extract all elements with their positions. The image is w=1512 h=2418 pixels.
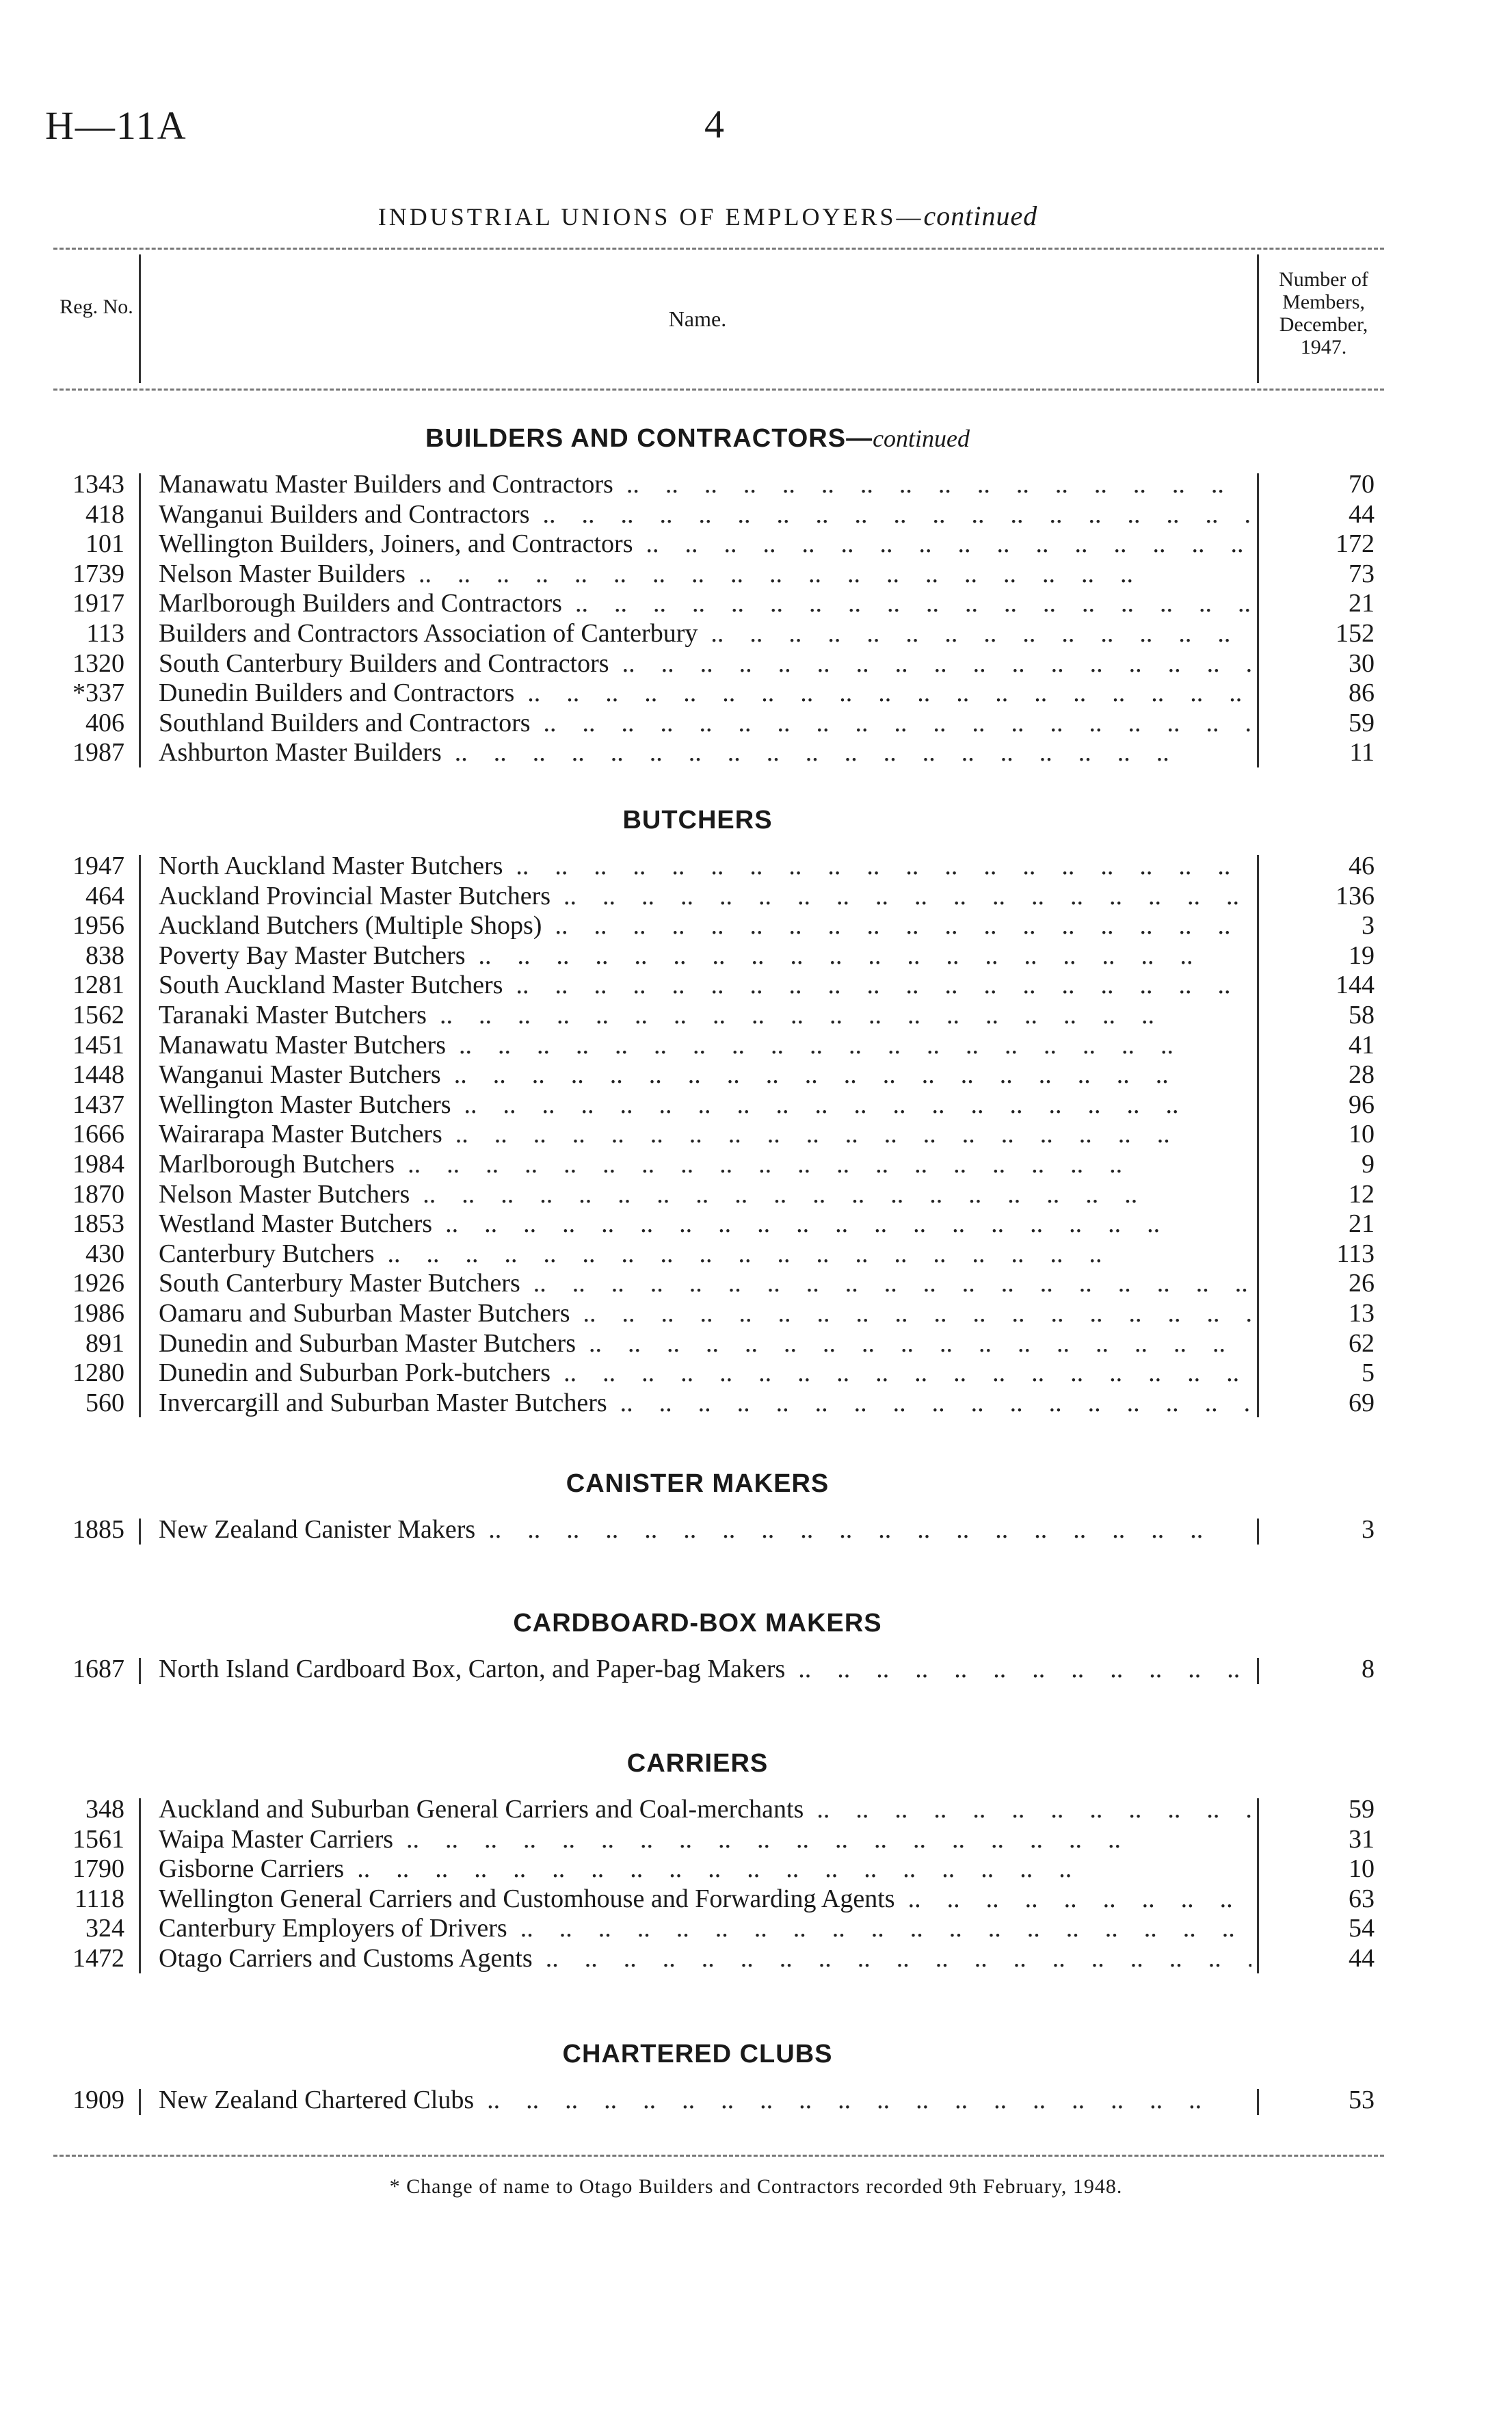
section-heading (140, 424, 1255, 454)
table-row (0, 1943, 1512, 1973)
reg-number: 1984 (72, 1150, 124, 1179)
member-count: 21 (1349, 1209, 1375, 1239)
table-row (0, 1514, 1512, 1545)
reg-number: 1118 (74, 1884, 124, 1913)
union-name: Southland Builders and Contractors .. (159, 708, 1251, 738)
member-count: 12 (1349, 1179, 1375, 1209)
table-row (0, 1388, 1512, 1418)
union-name: Oamaru and Suburban Master Butchers .. (159, 1298, 1251, 1328)
table-row (0, 1328, 1512, 1358)
union-name: Manawatu Master Builders and Contractors .. (159, 469, 1251, 499)
table-row (0, 1854, 1512, 1884)
member-count: 10 (1349, 1854, 1375, 1884)
member-count: 5 (1362, 1358, 1375, 1388)
table-row (0, 1913, 1512, 1943)
member-count: 9 (1362, 1150, 1375, 1179)
member-count: 10 (1349, 1120, 1375, 1149)
table-row (0, 970, 1512, 1000)
table-row (0, 1268, 1512, 1298)
section-heading-continued: continued (873, 425, 970, 452)
union-name: Westland Master Butchers .. (159, 1209, 1251, 1239)
reg-number: 101 (85, 529, 124, 559)
member-count: 54 (1349, 1914, 1375, 1943)
table-row (0, 1209, 1512, 1239)
table-row (0, 708, 1512, 738)
table-row (0, 1884, 1512, 1914)
union-name: Auckland Provincial Master Butchers .. (159, 881, 1251, 911)
table-row (0, 1179, 1512, 1209)
union-name: South Auckland Master Butchers .. (159, 970, 1251, 1000)
section-heading (140, 1749, 1255, 1778)
union-name: South Canterbury Builders and Contractors .. (159, 648, 1251, 679)
reg-number: 348 (85, 1795, 124, 1824)
union-name: Nelson Master Builders .. (159, 559, 1251, 589)
member-count: 31 (1349, 1824, 1375, 1854)
reg-number: 1853 (72, 1209, 124, 1239)
reg-number: 1917 (72, 589, 124, 618)
reg-number: 1986 (72, 1299, 124, 1328)
reg-number: 1280 (72, 1358, 124, 1388)
section-heading-text: BUTCHERS (622, 806, 773, 835)
reg-number: 464 (85, 881, 124, 910)
member-count: 96 (1349, 1090, 1375, 1119)
column-header-members: Number of Members, December, 1947. (1279, 268, 1368, 358)
member-count: 26 (1349, 1269, 1375, 1298)
union-name: Ashburton Master Builders .. (159, 737, 1251, 767)
union-name: Wanganui Master Butchers .. (159, 1060, 1251, 1090)
table-row (0, 1119, 1512, 1149)
header-top-rule (53, 248, 1384, 250)
table-row (0, 1030, 1512, 1060)
table-row (0, 910, 1512, 941)
reg-number: 1281 (72, 971, 124, 1000)
union-name: Dunedin and Suburban Master Butchers .. (159, 1328, 1251, 1358)
member-count: 62 (1349, 1328, 1375, 1358)
union-name: New Zealand Canister Makers .. (159, 1514, 1251, 1545)
reg-number: 891 (85, 1328, 124, 1358)
section-heading (140, 1469, 1255, 1499)
member-count: 3 (1362, 1515, 1375, 1544)
page-title-continued: continued (923, 200, 1038, 231)
reg-number: 1956 (72, 911, 124, 941)
member-count: 21 (1349, 589, 1375, 618)
union-name: Poverty Bay Master Butchers .. (159, 941, 1251, 971)
union-name: Invercargill and Suburban Master Butchers .. (159, 1388, 1251, 1418)
reg-number: 1947 (72, 852, 124, 880)
union-name: Waipa Master Carriers .. (159, 1824, 1251, 1854)
section-heading-text: CARRIERS (626, 1749, 769, 1778)
member-count: 63 (1349, 1884, 1375, 1913)
page-title-main: INDUSTRIAL UNIONS OF EMPLOYERS— (377, 203, 924, 231)
section-heading-text: CANISTER MAKERS (566, 1469, 830, 1498)
section-heading-text: BUILDERS AND CONTRACTORS— (425, 424, 873, 453)
table-row (0, 1239, 1512, 1269)
table-row (0, 851, 1512, 881)
table-row (0, 678, 1512, 708)
member-count: 53 (1349, 2086, 1375, 2114)
reg-number: 1987 (72, 738, 124, 767)
reg-number: 1739 (72, 559, 124, 588)
document-reference: H—11A (45, 103, 187, 148)
member-count: 13 (1349, 1299, 1375, 1328)
table-row (0, 1358, 1512, 1388)
union-name: Marlborough Builders and Contractors .. (159, 588, 1251, 618)
union-name: North Island Cardboard Box, Carton, and Paper-bag Makers .. (159, 1654, 1251, 1684)
section-heading (140, 2040, 1255, 2069)
member-count: 3 (1362, 911, 1375, 941)
reg-number: 1320 (72, 648, 124, 678)
union-name: Gisborne Carriers .. (159, 1854, 1251, 1884)
union-name: Wairarapa Master Butchers .. (159, 1119, 1251, 1149)
reg-number: 1870 (72, 1179, 124, 1209)
table-row (0, 1149, 1512, 1179)
table-row (0, 559, 1512, 589)
union-name: Dunedin and Suburban Pork-butchers .. (159, 1358, 1251, 1388)
member-count: 70 (1349, 470, 1375, 499)
union-name: Otago Carriers and Customs Agents .. (159, 1943, 1251, 1973)
member-count: 172 (1336, 529, 1375, 559)
reg-number: 1666 (72, 1120, 124, 1149)
table-row (0, 648, 1512, 679)
table-row (0, 588, 1512, 618)
member-count: 44 (1349, 499, 1375, 529)
union-name: Builders and Contractors Association of Canterbury .. (159, 618, 1251, 648)
member-count: 59 (1349, 1795, 1375, 1824)
reg-number: 838 (85, 941, 124, 970)
member-count: 58 (1349, 1001, 1375, 1029)
reg-number: 1437 (72, 1090, 124, 1119)
table-row (0, 1824, 1512, 1854)
reg-number: 418 (85, 499, 124, 529)
column-header-name: Name. (668, 306, 727, 331)
union-name: Nelson Master Butchers .. (159, 1179, 1251, 1209)
member-count: 59 (1349, 708, 1375, 737)
reg-number: 1885 (72, 1515, 124, 1544)
member-count: 44 (1349, 1944, 1375, 1973)
member-count: 28 (1349, 1060, 1375, 1090)
footnote-rule (53, 2155, 1384, 2157)
reg-number: 406 (85, 708, 124, 737)
section-heading (140, 806, 1255, 835)
section-heading-text: CHARTERED CLUBS (562, 2040, 833, 2068)
reg-number: 1909 (72, 2086, 124, 2114)
table-row (0, 469, 1512, 499)
union-name: North Auckland Master Butchers .. (159, 851, 1251, 881)
reg-number: 1790 (72, 1854, 124, 1884)
reg-number: 430 (85, 1239, 124, 1268)
member-count: 41 (1349, 1030, 1375, 1060)
union-name: South Canterbury Master Butchers .. (159, 1268, 1251, 1298)
union-name: Auckland Butchers (Multiple Shops) .. (159, 910, 1251, 941)
union-name: New Zealand Chartered Clubs .. (159, 2085, 1251, 2115)
table-row (0, 737, 1512, 767)
member-count: 19 (1349, 941, 1375, 970)
union-name: Wellington Master Butchers .. (159, 1090, 1251, 1120)
table-row (0, 499, 1512, 529)
member-count: 136 (1336, 881, 1375, 910)
table-row (0, 941, 1512, 971)
union-name: Canterbury Employers of Drivers .. (159, 1913, 1251, 1943)
reg-number: 1687 (72, 1655, 124, 1683)
member-count: 144 (1336, 971, 1375, 1000)
member-count: 113 (1336, 1239, 1375, 1268)
union-name: Wellington General Carriers and Customhouse and Forwarding Agents .. (159, 1884, 1251, 1914)
reg-number: 1343 (72, 470, 124, 499)
member-count: 152 (1336, 619, 1375, 648)
reg-number: 113 (86, 619, 124, 648)
union-name: Wanganui Builders and Contractors .. (159, 499, 1251, 529)
reg-number: 1561 (72, 1824, 124, 1854)
union-name: Wellington Builders, Joiners, and Contractors .. (159, 529, 1251, 559)
union-name: Taranaki Master Butchers .. (159, 1000, 1251, 1030)
member-count: 30 (1349, 648, 1375, 678)
table-row (0, 1060, 1512, 1090)
union-name: Marlborough Butchers .. (159, 1149, 1251, 1179)
reg-number: 1926 (72, 1269, 124, 1298)
page-title (0, 200, 1416, 232)
member-count: 46 (1349, 852, 1375, 880)
reg-number: *337 (72, 679, 124, 708)
table-row (0, 1000, 1512, 1030)
member-count: 86 (1349, 679, 1375, 708)
reg-number: 1562 (72, 1001, 124, 1029)
union-name: Canterbury Butchers .. (159, 1239, 1251, 1269)
header-bottom-rule (53, 389, 1384, 391)
union-name: Auckland and Suburban General Carriers and Coal-merchants .. (159, 1794, 1251, 1824)
reg-number: 560 (85, 1388, 124, 1417)
table-row (0, 1654, 1512, 1684)
table-row (0, 881, 1512, 911)
member-count: 73 (1349, 559, 1375, 588)
table-row (0, 1090, 1512, 1120)
page-number: 4 (704, 102, 724, 146)
column-header-reg-no: Reg. No. (59, 295, 133, 318)
union-name: Manawatu Master Butchers .. (159, 1030, 1251, 1060)
table-row (0, 1794, 1512, 1824)
reg-number: 324 (85, 1914, 124, 1943)
header-divider-right (1257, 254, 1259, 383)
reg-number: 1451 (72, 1030, 124, 1060)
section-heading-text: CARDBOARD-BOX MAKERS (513, 1609, 882, 1638)
table-row (0, 2085, 1512, 2115)
member-count: 69 (1349, 1388, 1375, 1417)
table-row (0, 1298, 1512, 1328)
section-heading (140, 1609, 1255, 1638)
table-row (0, 618, 1512, 648)
footnote: * Change of name to Otago Builders and Contractors recorded 9th February, 1948. (389, 2175, 1123, 2198)
reg-number: 1472 (72, 1944, 124, 1973)
member-count: 11 (1349, 738, 1375, 767)
reg-number: 1448 (72, 1060, 124, 1090)
member-count: 8 (1362, 1655, 1375, 1683)
union-name: Dunedin Builders and Contractors .. (159, 678, 1251, 708)
table-row (0, 529, 1512, 559)
